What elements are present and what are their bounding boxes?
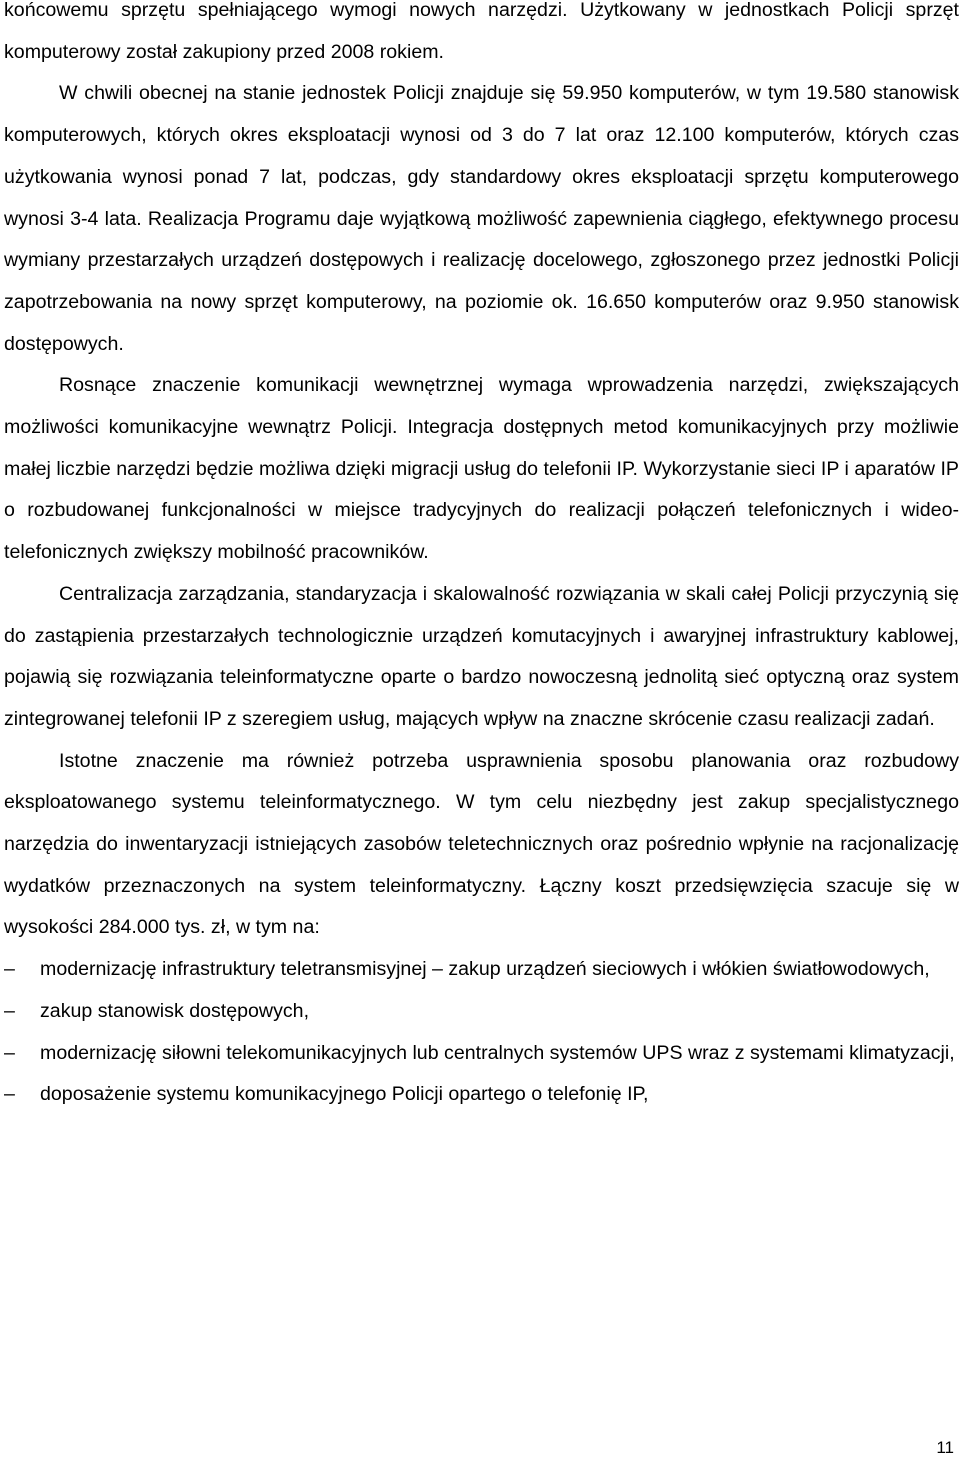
list-item [4,1074,959,1116]
page-number: 11 [936,1438,954,1457]
paragraph: W chwili obecnej na stanie jednostek Policji znajduje się 59.950 komputerów, w tym 19.580 stanowisk komputerowych, których okres eksploatacji wynosi od 3 do 7 lat oraz 12.100 komputerów, których czas użytkowania wynosi ponad 7 lat, podczas, gdy standardowy okres eksploatacji sprzętu komputerowego wynosi 3-4 lata. Realizacja Programu daje wyjątkową możliwość zapewnienia ciągłego, efektywnego procesu wymiany przestarzałych urządzeń dostępowych i realizację docelowego, zgłoszonego przez jednostki Policji zapotrzebowania na nowy sprzęt komputerowy, na poziomie ok. 16.650 komputerów oraz 9.950 stanowisk dostępowych. [4,82,959,355]
list-item [4,991,959,1033]
list-item [4,949,959,991]
paragraph: Rosnące znaczenie komunikacji wewnętrznej wymaga wprowadzenia narzędzi, zwiększających możliwości komunikacyjne wewnątrz Policji. Integracja dostępnych metod komunikacyjnych przy możliwie małej liczbie narzędzi będzie możliwa dzięki migracji usług do telefonii IP. Wykorzystanie sieci IP i aparatów IP o rozbudowanej funkcjonalności w miejsce tradycyjnych do realizacji połączeń telefonicznych i wideo-telefonicznych zwiększy mobilność pracowników. [4,374,959,564]
list-item-text: doposażenie systemu komunikacyjnego Policji opartego o telefonię IP, [40,1083,649,1106]
paragraph: Istotne znaczenie ma również potrzeba usprawnienia sposobu planowania oraz rozbudowy eksploatowanego systemu teleinformatycznego. W tym celu niezbędny jest zakup specjalistycznego narzędzia do inwentaryzacji istniejących zasobów teletechnicznych oraz pośrednio wpłynie na racjonalizację wydatków przeznaczonych na system teleinformatyczny. Łączny koszt przedsięwzięcia szacuje się w wysokości 284.000 tys. zł, w tym na: [4,749,959,939]
dash-bullet-icon: – [4,999,15,1022]
list-item-text: modernizację infrastruktury teletransmisyjnej – zakup urządzeń sieciowych i włókien światłowodowych, [40,958,930,981]
dash-bullet-icon: – [4,1041,15,1064]
paragraph: Centralizacja zarządzania, standaryzacja i skalowalność rozwiązania w skali całej Policji przyczynią się do zastąpienia przestarzałych technologicznie urządzeń komutacyjnych i awaryjnej infrastruktury kablowej, pojawią się rozwiązania teleinformatyczne oparte o bardzo nowoczesną jednolitą sieć optyczną oraz system zintegrowanej telefonii IP z szeregiem usług, mających wpływ na znaczne skrócenie czasu realizacji zadań. [4,582,959,730]
paragraph: końcowemu sprzętu spełniającego wymogi nowych narzędzi. Użytkowany w jednostkach Policji sprzęt komputerowy został zakupiony przed 2008 rokiem. [4,0,959,63]
dash-bullet-icon: – [4,1083,15,1106]
list-item [4,1033,959,1075]
bullet-list [4,949,959,1116]
document-page [4,0,959,1116]
list-item-text: zakup stanowisk dostępowych, [40,999,310,1022]
list-item-text: modernizację siłowni telekomunikacyjnych lub centralnych systemów UPS wraz z systemami klimatyzacji, [40,1041,955,1064]
dash-bullet-icon: – [4,958,15,981]
